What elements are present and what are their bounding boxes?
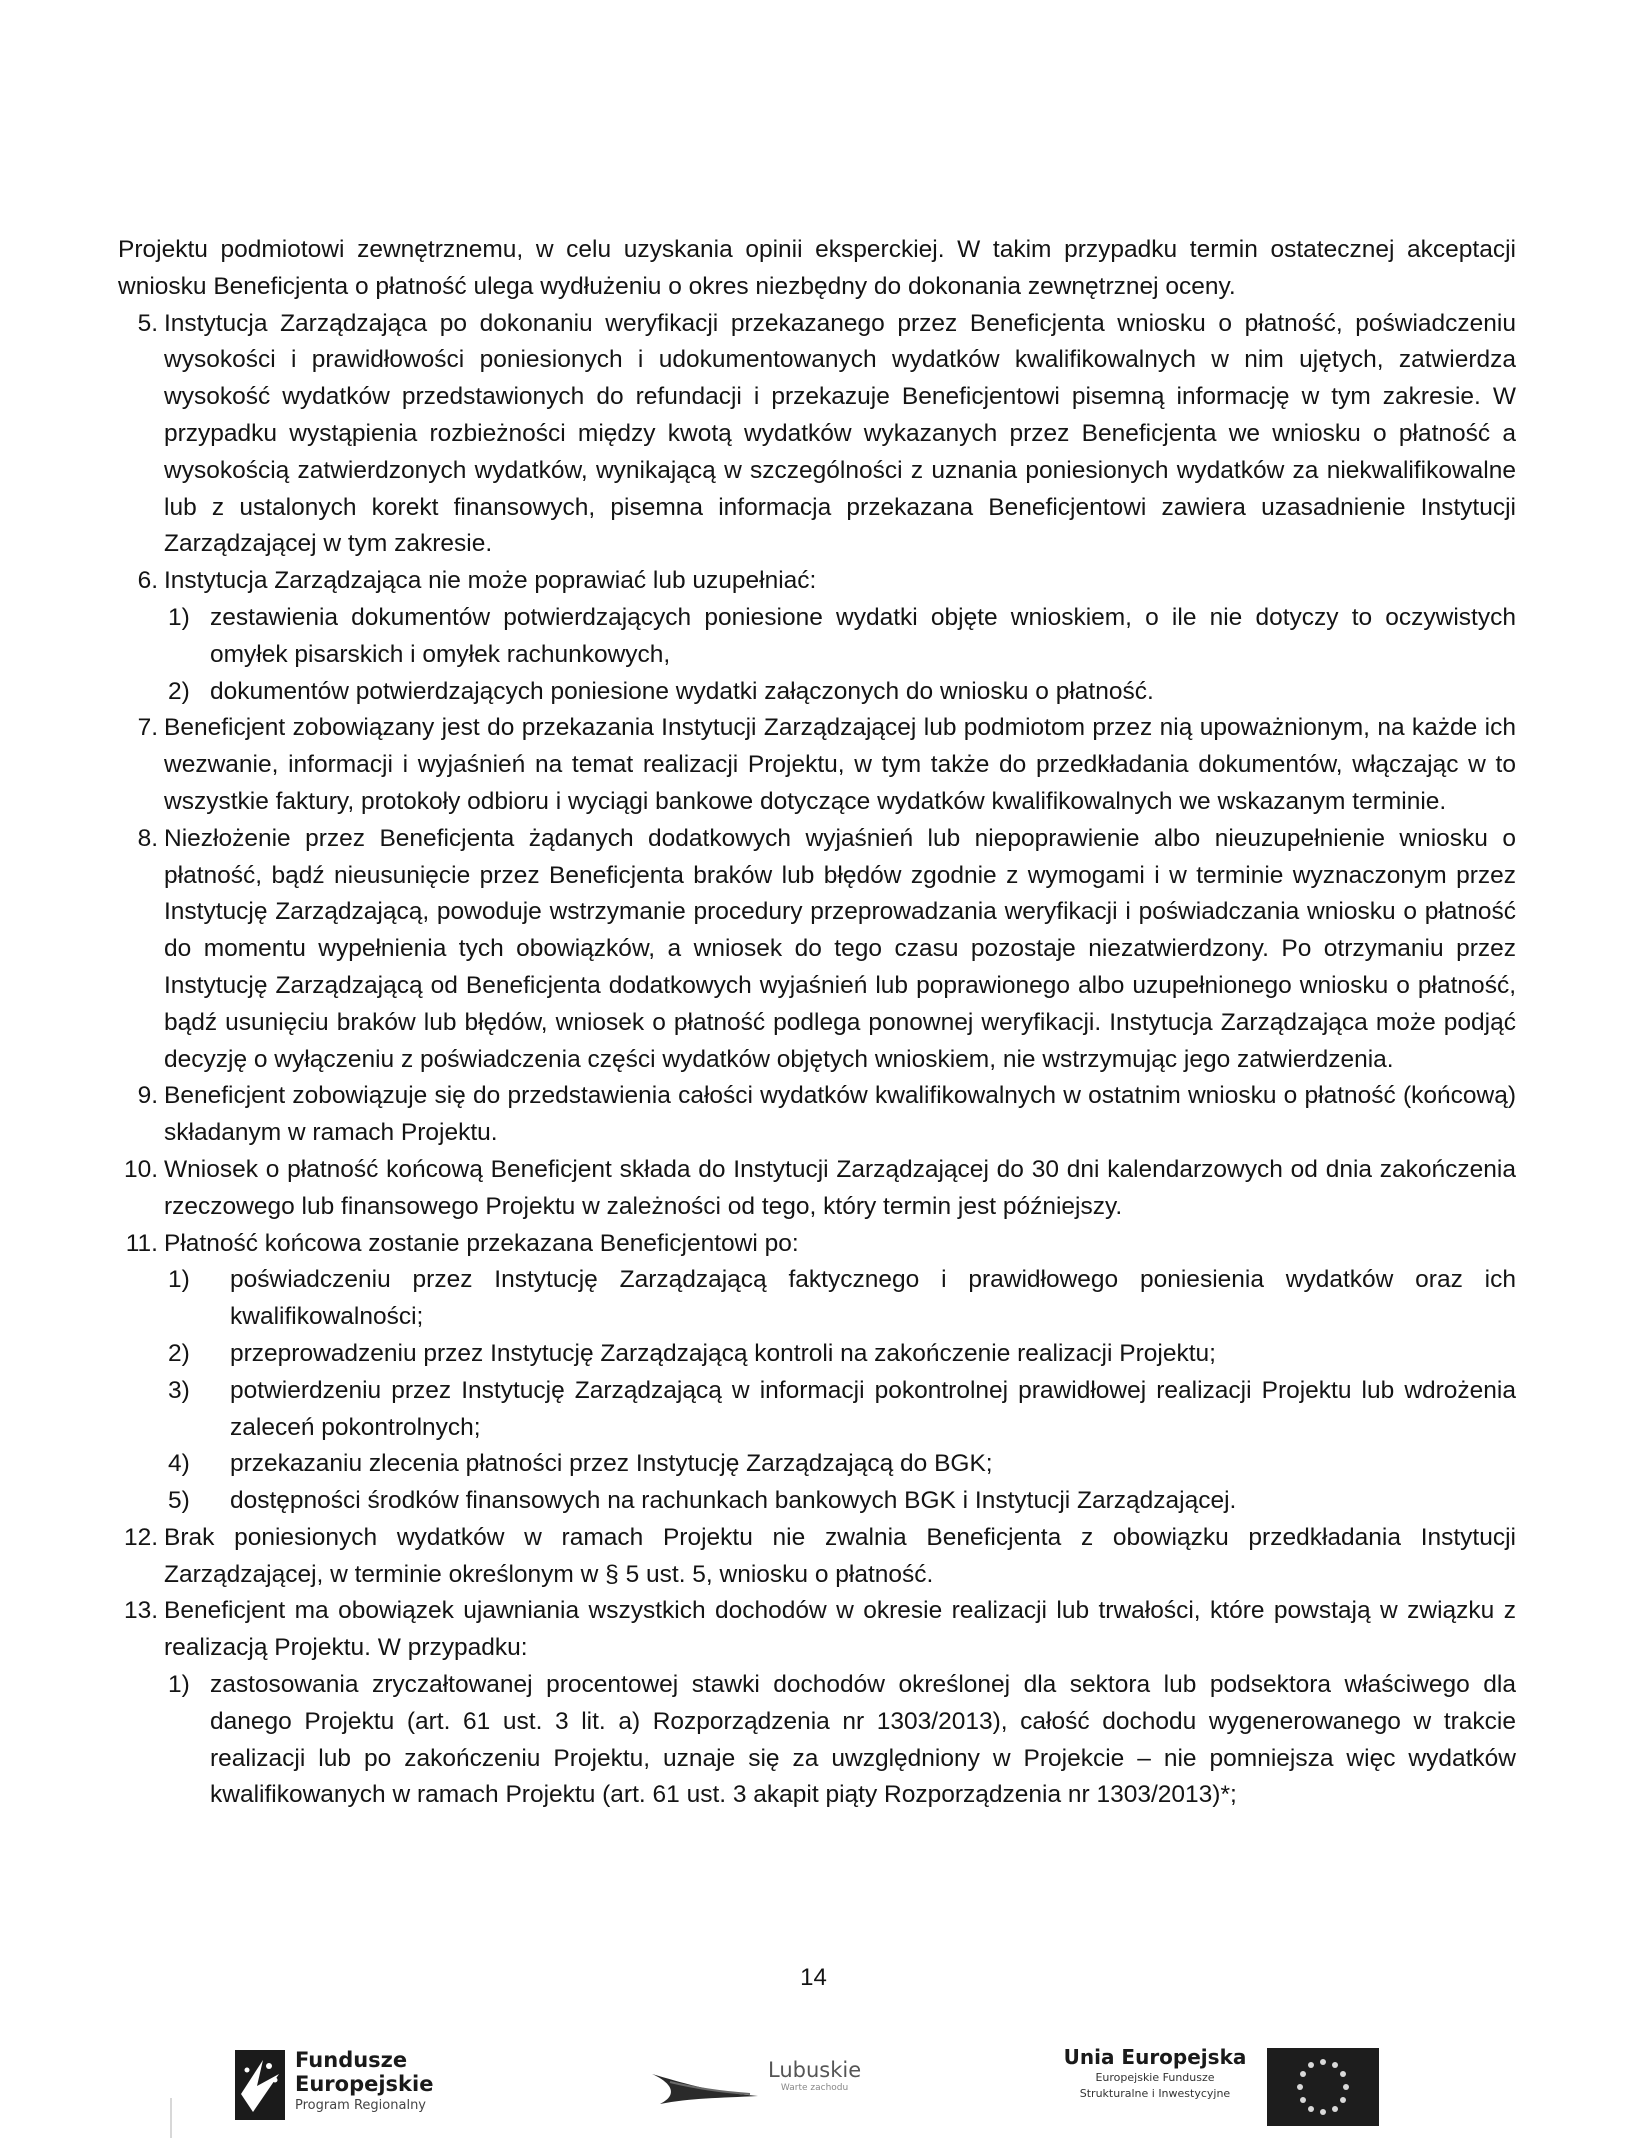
sub-item-number: 1)	[168, 1266, 190, 1294]
scan-artifact	[170, 2098, 172, 2138]
sub-item	[118, 1483, 1516, 1520]
sub-item	[118, 1667, 1516, 1814]
sub-item-text: zastosowania zryczałtowanej procentowej stawki dochodów określonej dla sektora lub podsektora właściwego dla danego Projektu (art. 61 ust. 3 lit. a) Rozporządzenia nr 1303/2013), całość dochodu wygenerowanego w trakcie realizacji lub po zakończeniu Projektu, uznaje się za uwzględniony w Projekcie – nie pomniejsza więc wydatków kwalifikowanych w ramach Projektu (art. 61 ust. 3 akapit piąty Rozporządzenia nr 1303/2013)*;	[210, 1671, 1516, 1809]
eu-flag-icon	[1267, 2048, 1379, 2126]
page-number: 14	[800, 1964, 827, 1991]
item-number: 8.	[137, 824, 158, 852]
lubuskie-swoosh-icon	[650, 2068, 760, 2108]
sub-item-number: 1)	[168, 1671, 190, 1699]
intro-paragraph: Projektu podmiotowi zewnętrznemu, w celu uzyskania opinii eksperckiej. W takim przypadku termin ostatecznej akceptacji wniosku Beneficjenta o płatność ulega wydłużeniu o okres niezbędny do dokonania zewnętrznej oceny.	[118, 236, 1516, 300]
sub-item	[118, 600, 1516, 674]
ue-line1: Europejskie Fundusze	[1095, 2071, 1215, 2084]
item-text: Instytucja Zarządzająca nie może poprawiać lub uzupełniać:	[164, 567, 817, 595]
sub-item	[118, 1262, 1516, 1336]
item-text: Instytucja Zarządzająca po dokonaniu weryfikacji przekazanego przez Beneficjenta wniosku o płatność, poświadczeniu wysokości i prawidłowości poniesionych i udokumentowanych wydatków kwalifikowalnych w nim ujętych, zatwierdza wysokość wydatków przedstawionych do refundacji i przekazuje Beneficjentowi pisemną informację w tym zakresie. W przypadku wystąpienia rozbieżności między kwotą wydatków wykazanych przez Beneficjenta we wniosku o płatność a wysokością zatwierdzonych wydatków, wynikającą w szczególności z uznania poniesionych wydatków za niekwalifikowalne lub z ustalonych korekt finansowych, pisemna informacja przekazana Beneficjentowi zawiera uzasadnienie Instytucji Zarządzającej w tym zakresie.	[164, 309, 1516, 558]
fundusze-europejskie-logo	[235, 2040, 475, 2136]
item-number: 12.	[123, 1523, 158, 1551]
lubuskie-text	[768, 2058, 861, 2094]
item-text: Wniosek o płatność końcową Beneficjent składa do Instytucji Zarządzającej do 30 dni kalendarzowych od dnia zakończenia rzeczowego lub finansowego Projektu w zależności od tego, który termin jest późniejszy.	[164, 1155, 1516, 1220]
fe-line2: Europejskie	[295, 2072, 434, 2096]
list-item-9	[118, 1078, 1516, 1152]
sub-item-text: dostępności środków finansowych na rachunkach bankowych BGK i Instytucji Zarządzającej.	[230, 1487, 1237, 1515]
sub-item	[118, 1373, 1516, 1447]
sub-item-number: 5)	[168, 1487, 190, 1515]
fe-line1: Fundusze	[295, 2048, 408, 2072]
item-text: Niezłożenie przez Beneficjenta żądanych dodatkowych wyjaśnień lub niepoprawienie albo nieuzupełnienie wniosku o płatność, bądź nieusunięcie przez Beneficjenta braków lub błędów zgodnie z wymogami i w terminie wyznaczonym przez Instytucję Zarządzającą, powoduje wstrzymanie procedury przeprowadzania weryfikacji i poświadczania wniosku o płatność do momentu wypełnienia tych obowiązków, a wniosek do tego czasu pozostaje niezatwierdzony. Po otrzymaniu przez Instytucję Zarządzającą od Beneficjenta dodatkowych wyjaśnień lub poprawionego albo uzupełnionego wniosku o płatność, bądź usunięciu braków lub błędów, wniosek o płatność podlega ponownej weryfikacji. Instytucja Zarządzająca może podjąć decyzję o wyłączeniu z poświadczenia części wydatków objętych wnioskiem, nie wstrzymując jego zatwierdzenia.	[164, 824, 1516, 1073]
ue-line2: Strukturalne i Inwestycyjne	[1079, 2087, 1231, 2100]
lubuskie-logo	[650, 2046, 910, 2126]
fe-line3: Program Regionalny	[295, 2098, 426, 2113]
sub-item-number: 4)	[168, 1450, 190, 1478]
item-number: 13.	[123, 1597, 158, 1625]
item-text: Płatność końcowa zostanie przekazana Beneficjentowi po:	[164, 1229, 799, 1257]
item-text: Beneficjent zobowiązuje się do przedstawienia całości wydatków kwalifikowalnych w ostatnim wniosku o płatność (końcową) składanym w ramach Projektu.	[164, 1082, 1516, 1147]
lubuskie-subtitle: Warte zachodu	[780, 2083, 849, 2093]
fe-text	[295, 2048, 433, 2116]
list-item-10	[118, 1152, 1516, 1226]
ue-text	[1055, 2044, 1255, 2102]
sub-item-number: 2)	[168, 1339, 190, 1367]
sub-item-text: przeprowadzeniu przez Instytucję Zarządzającą kontroli na zakończenie realizacji Projektu;	[230, 1339, 1216, 1367]
item-number: 5.	[137, 309, 158, 337]
item-number: 9.	[137, 1082, 158, 1110]
item-text: Beneficjent ma obowiązek ujawniania wszystkich dochodów w okresie realizacji lub trwałości, które powstają w związku z realizacją Projektu. W przypadku:	[164, 1597, 1516, 1662]
document-body	[118, 232, 1516, 1814]
item-number: 10.	[123, 1155, 158, 1183]
sub-item-text: przekazaniu zlecenia płatności przez Instytucję Zarządzającą do BGK;	[230, 1450, 993, 1478]
item-text: Brak poniesionych wydatków w ramach Projektu nie zwalnia Beneficjenta z obowiązku przedkładania Instytucji Zarządzającej, w terminie określonym w § 5 ust. 5, wniosku o płatność.	[164, 1523, 1516, 1588]
sub-item	[118, 1446, 1516, 1483]
sub-item-text: poświadczeniu przez Instytucję Zarządzającą faktycznego i prawidłowego poniesienia wydatków oraz ich kwalifikowalności;	[230, 1266, 1516, 1331]
sub-item-text: zestawienia dokumentów potwierdzających poniesione wydatki objęte wnioskiem, o ile nie dotyczy to oczywistych omyłek pisarskich i omyłek rachunkowych,	[210, 603, 1516, 668]
list-item-8	[118, 821, 1516, 1079]
item-text: Beneficjent zobowiązany jest do przekazania Instytucji Zarządzającej lub podmiotom przez nią upoważnionym, na każde ich wezwanie, informacji i wyjaśnień na temat realizacji Projektu, w tym także do przedkładania dokumentów, włączając w to wszystkie faktury, protokoły odbioru i wyciągi bankowe dotyczące wydatków kwalifikowalnych we wskazanym terminie.	[164, 714, 1516, 815]
list-item-5	[118, 306, 1516, 564]
list-item-6	[118, 563, 1516, 600]
list-item-7	[118, 710, 1516, 820]
sub-item	[118, 674, 1516, 711]
list-item-12	[118, 1520, 1516, 1594]
footer-logos	[0, 2036, 1627, 2136]
lubuskie-title: Lubuskie	[768, 2058, 862, 2082]
item-number: 11.	[125, 1229, 158, 1257]
sub-item-text: potwierdzeniu przez Instytucję Zarządzającą w informacji pokontrolnej prawidłowej realizacji Projektu lub wdrożenia zaleceń pokontrolnych;	[230, 1376, 1516, 1441]
sub-item-number: 1)	[168, 603, 190, 631]
list-item-11	[118, 1226, 1516, 1263]
fe-flag-icon	[235, 2050, 285, 2120]
item-number: 6.	[137, 567, 158, 595]
sub-item-text: dokumentów potwierdzających poniesione wydatki załączonych do wniosku o płatność.	[210, 677, 1154, 705]
sub-item	[118, 1336, 1516, 1373]
ue-title: Unia Europejska	[1063, 2045, 1247, 2069]
sub-item-number: 3)	[168, 1376, 190, 1404]
unia-europejska-logo	[1055, 2042, 1385, 2132]
item-number: 7.	[137, 714, 158, 742]
list-item-13	[118, 1593, 1516, 1667]
sub-item-number: 2)	[168, 677, 190, 705]
